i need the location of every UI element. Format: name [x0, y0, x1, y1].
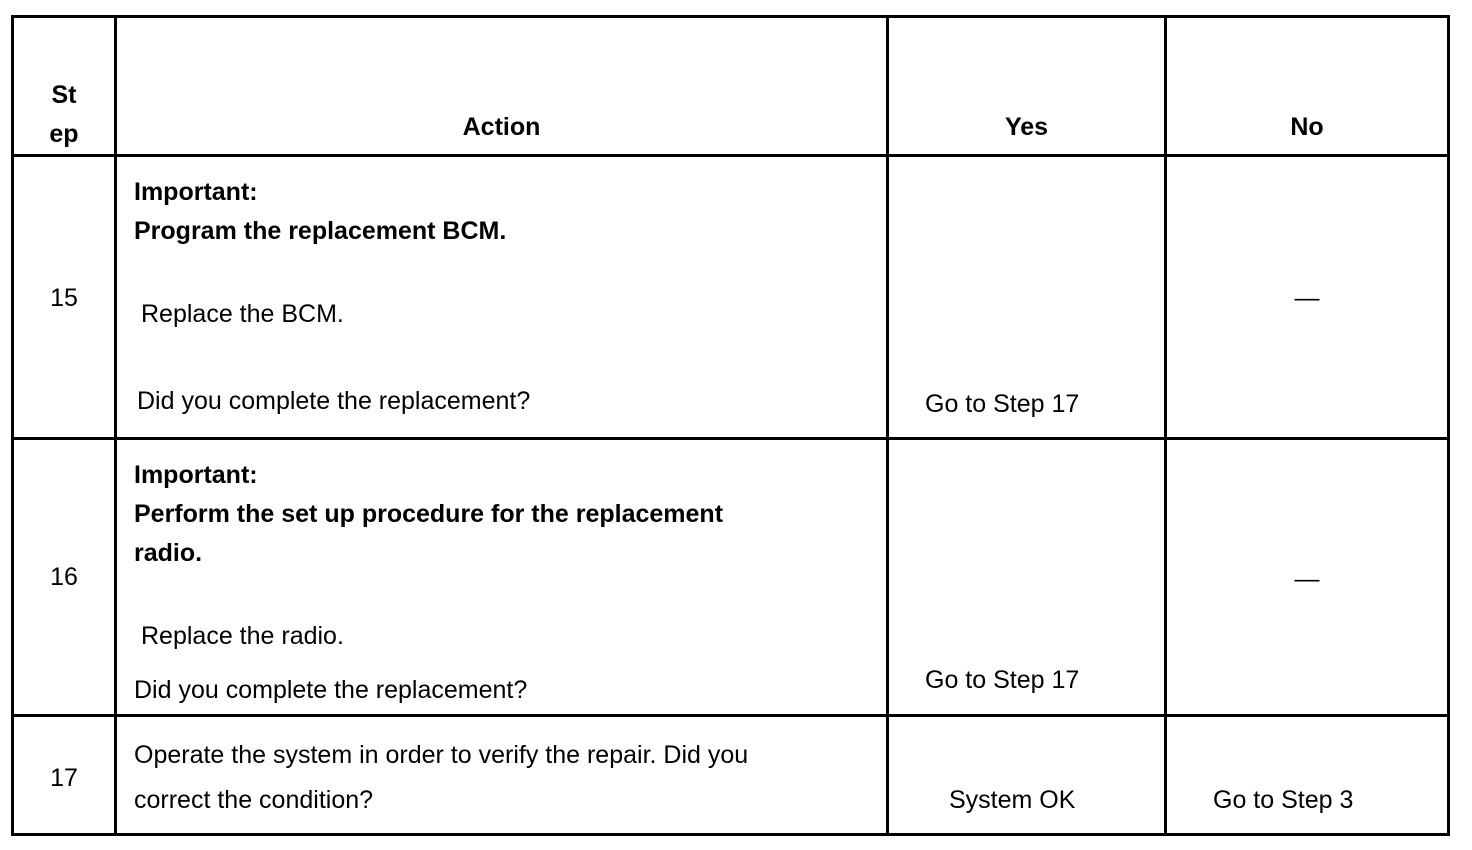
table-row	[13, 439, 1449, 716]
no-value: —	[1294, 284, 1320, 312]
step-cell	[13, 716, 116, 835]
no-cell	[1166, 716, 1449, 835]
important-text: Program the replacement BCM.	[134, 217, 507, 245]
important-label: Important:	[134, 178, 258, 206]
header-action	[116, 17, 888, 156]
important-label: Important:	[134, 461, 258, 489]
header-action-label: Action	[462, 113, 541, 141]
no-value: —	[1294, 565, 1320, 593]
important-text-line2: radio.	[134, 539, 203, 567]
action-cell	[116, 156, 888, 439]
header-yes-label: Yes	[1004, 113, 1049, 141]
step-cell	[13, 439, 116, 716]
header-no-label: No	[1290, 113, 1324, 141]
step-number: 16	[50, 563, 78, 591]
no-cell	[1166, 439, 1449, 716]
step-number: 17	[50, 764, 78, 792]
action-text-line1: Operate the system in order to verify the repair. Did you	[134, 741, 749, 769]
question-text: Did you complete the replacement?	[137, 387, 531, 415]
table-row	[13, 156, 1449, 439]
header-no	[1166, 17, 1449, 156]
yes-link[interactable]: Go to Step 17	[925, 666, 1080, 694]
yes-value: System OK	[949, 786, 1076, 814]
instruction-text: Replace the BCM.	[141, 300, 344, 328]
yes-cell	[888, 439, 1166, 716]
no-cell	[1166, 156, 1449, 439]
header-step-line2: ep	[49, 120, 79, 148]
action-cell	[116, 716, 888, 835]
header-step	[13, 17, 116, 156]
question-text: Did you complete the replacement?	[134, 676, 528, 704]
important-text-line1: Perform the set up procedure for the replacement	[134, 500, 724, 528]
no-link[interactable]: Go to Step 3	[1213, 786, 1354, 814]
table-header-row	[13, 17, 1449, 156]
table-row	[13, 716, 1449, 835]
yes-link[interactable]: Go to Step 17	[925, 390, 1080, 418]
yes-cell	[888, 156, 1166, 439]
diagnostic-table	[11, 15, 1450, 836]
instruction-text: Replace the radio.	[141, 622, 344, 650]
header-yes	[888, 17, 1166, 156]
step-cell	[13, 156, 116, 439]
yes-cell	[888, 716, 1166, 835]
action-text-line2: correct the condition?	[134, 786, 374, 814]
header-step-line1: St	[51, 81, 77, 109]
step-number: 15	[50, 284, 78, 312]
action-cell	[116, 439, 888, 716]
